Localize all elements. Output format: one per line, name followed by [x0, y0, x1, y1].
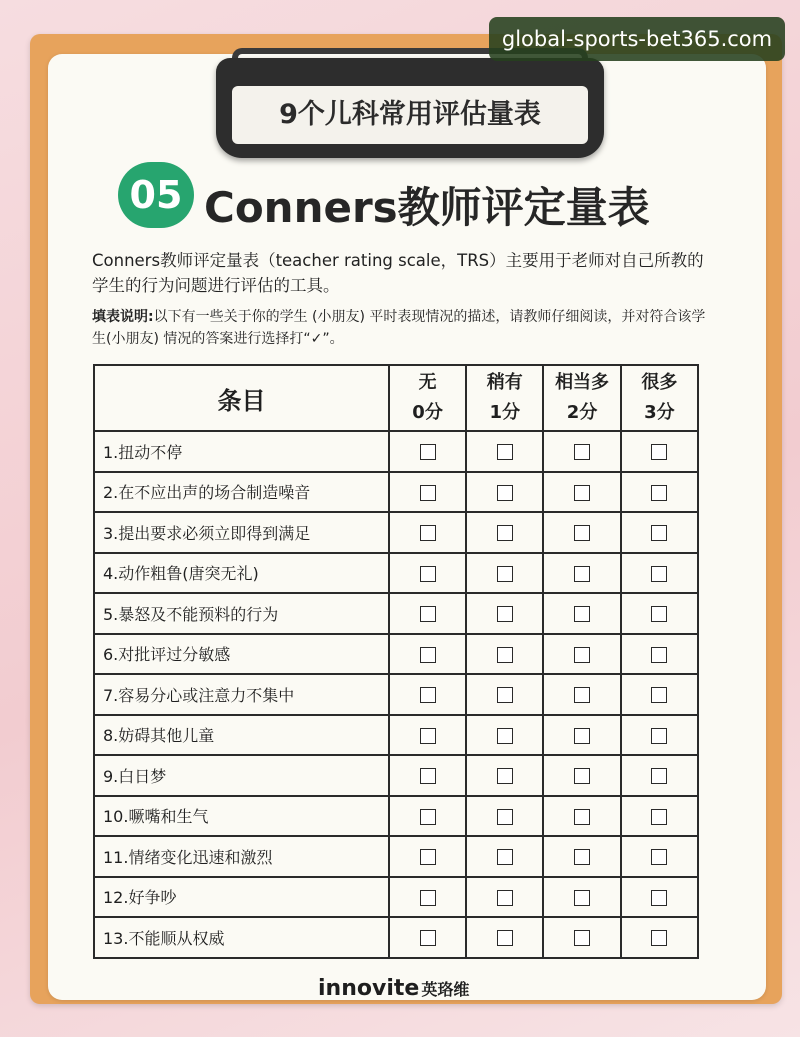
table-row [94, 836, 698, 877]
instructions-paragraph [92, 306, 712, 350]
table-body [94, 431, 698, 958]
table-row [94, 553, 698, 594]
section-number-badge: 05 [118, 162, 194, 228]
option-header-2 [543, 365, 620, 431]
option-label: 相当多 [555, 372, 610, 393]
option-cell [543, 796, 620, 837]
page-title: Conners教师评定量表 [204, 183, 650, 232]
checkbox[interactable] [651, 687, 667, 703]
option-score: 1分 [489, 402, 521, 423]
table-row [94, 917, 698, 958]
checkbox[interactable] [574, 525, 590, 541]
option-header-0 [389, 365, 466, 431]
checkbox[interactable] [574, 485, 590, 501]
option-label: 无 [418, 372, 437, 393]
table-row [94, 512, 698, 553]
checkbox[interactable] [420, 525, 436, 541]
clip-label: 9个儿科常用评估量表 [232, 86, 588, 144]
checkbox[interactable] [651, 768, 667, 784]
item-label: 10.噘嘴和生气 [94, 796, 389, 837]
item-label: 12.好争吵 [94, 877, 389, 918]
watermark-label: global-sports-bet365.com [489, 17, 785, 61]
option-cell [543, 431, 620, 472]
option-cell [621, 512, 698, 553]
option-cell [621, 472, 698, 513]
option-cell [543, 917, 620, 958]
option-label: 稍有 [486, 372, 523, 393]
option-cell [466, 674, 543, 715]
checkbox[interactable] [420, 485, 436, 501]
item-label: 5.暴怒及不能预料的行为 [94, 593, 389, 634]
option-cell [389, 634, 466, 675]
item-label: 4.动作粗鲁(唐突无礼) [94, 553, 389, 594]
table-row [94, 593, 698, 634]
checkbox[interactable] [420, 930, 436, 946]
checkbox[interactable] [574, 687, 590, 703]
option-cell [466, 796, 543, 837]
checkbox[interactable] [651, 890, 667, 906]
option-cell [621, 634, 698, 675]
option-cell [466, 553, 543, 594]
checkbox[interactable] [420, 849, 436, 865]
checkbox[interactable] [497, 809, 513, 825]
checkbox[interactable] [420, 444, 436, 460]
option-score: 2分 [566, 402, 598, 423]
option-cell [389, 431, 466, 472]
option-cell [389, 512, 466, 553]
checkbox[interactable] [420, 890, 436, 906]
table-row [94, 634, 698, 675]
checkbox[interactable] [651, 930, 667, 946]
table-row [94, 755, 698, 796]
checkbox[interactable] [497, 768, 513, 784]
checkbox[interactable] [574, 606, 590, 622]
checkbox[interactable] [651, 849, 667, 865]
checkbox[interactable] [651, 809, 667, 825]
option-cell [543, 593, 620, 634]
checkbox[interactable] [420, 566, 436, 582]
checkbox[interactable] [574, 930, 590, 946]
option-cell [621, 674, 698, 715]
table-row [94, 796, 698, 837]
checkbox[interactable] [651, 485, 667, 501]
table-row [94, 472, 698, 513]
checkbox[interactable] [574, 890, 590, 906]
instructions-text: 以下有一些关于你的学生 (小朋友) 平时表现情况的描述，请教师仔细阅读，并对符合该学生(小朋友) 情况的答案进行选择打“✓”。 [92, 309, 706, 347]
option-cell [466, 836, 543, 877]
checkbox[interactable] [497, 930, 513, 946]
checkbox[interactable] [651, 525, 667, 541]
option-score: 3分 [644, 402, 675, 423]
option-cell [466, 877, 543, 918]
checkbox[interactable] [497, 485, 513, 501]
checkbox[interactable] [497, 606, 513, 622]
option-cell [466, 634, 543, 675]
option-cell [543, 715, 620, 756]
option-cell [389, 472, 466, 513]
item-label: 2.在不应出声的场合制造噪音 [94, 472, 389, 513]
option-cell [543, 877, 620, 918]
option-cell [389, 715, 466, 756]
item-label: 8.妨碍其他儿童 [94, 715, 389, 756]
option-cell [621, 755, 698, 796]
item-label: 13.不能顺从权威 [94, 917, 389, 958]
item-label: 1.扭动不停 [94, 431, 389, 472]
intro-paragraph: Conners教师评定量表（teacher rating scale，TRS）主要用于老师对自己所教的学生的行为问题进行评估的工具。 [92, 251, 704, 295]
option-cell [389, 593, 466, 634]
item-label: 7.容易分心或注意力不集中 [94, 674, 389, 715]
option-cell [466, 917, 543, 958]
checkbox[interactable] [420, 647, 436, 663]
option-cell [389, 755, 466, 796]
table-header-row [94, 365, 698, 431]
checkbox[interactable] [497, 849, 513, 865]
checkbox[interactable] [497, 647, 513, 663]
checkbox[interactable] [574, 849, 590, 865]
checkbox[interactable] [497, 687, 513, 703]
checkbox[interactable] [651, 728, 667, 744]
option-cell [466, 472, 543, 513]
option-cell [466, 715, 543, 756]
checkbox[interactable] [420, 687, 436, 703]
checkbox[interactable] [497, 444, 513, 460]
option-header-3 [621, 365, 698, 431]
option-cell [621, 796, 698, 837]
checkbox[interactable] [574, 647, 590, 663]
item-label: 3.提出要求必须立即得到满足 [94, 512, 389, 553]
option-cell [389, 836, 466, 877]
option-cell [389, 917, 466, 958]
option-cell [543, 472, 620, 513]
checkbox[interactable] [574, 566, 590, 582]
item-label: 9.白日梦 [94, 755, 389, 796]
option-cell [621, 877, 698, 918]
option-cell [543, 512, 620, 553]
option-cell [466, 512, 543, 553]
checkbox[interactable] [497, 525, 513, 541]
brand-logo [318, 974, 498, 1004]
option-cell [621, 593, 698, 634]
option-cell [389, 553, 466, 594]
checkbox[interactable] [574, 444, 590, 460]
option-cell [621, 836, 698, 877]
logo-chinese: 英珞维 [421, 980, 470, 999]
option-cell [543, 755, 620, 796]
checkbox[interactable] [420, 606, 436, 622]
option-cell [466, 593, 543, 634]
table-row [94, 674, 698, 715]
checkbox[interactable] [574, 728, 590, 744]
checkbox[interactable] [497, 566, 513, 582]
option-cell [543, 674, 620, 715]
checkbox[interactable] [651, 606, 667, 622]
option-cell [543, 634, 620, 675]
option-cell [543, 553, 620, 594]
option-cell [466, 755, 543, 796]
rating-table [93, 364, 699, 959]
item-label: 6.对批评过分敏感 [94, 634, 389, 675]
option-cell [389, 796, 466, 837]
option-cell [621, 553, 698, 594]
option-label: 很多 [641, 372, 678, 393]
option-cell [621, 917, 698, 958]
option-header-1 [466, 365, 543, 431]
table-row [94, 431, 698, 472]
checkbox[interactable] [497, 728, 513, 744]
checkbox[interactable] [497, 890, 513, 906]
checkbox[interactable] [651, 444, 667, 460]
option-cell [389, 674, 466, 715]
checkbox[interactable] [651, 647, 667, 663]
option-cell [466, 431, 543, 472]
option-cell [621, 431, 698, 472]
option-score: 0分 [412, 402, 443, 423]
checkbox[interactable] [574, 768, 590, 784]
checkbox[interactable] [420, 768, 436, 784]
logo-english: innovite [318, 976, 420, 1001]
option-cell [621, 715, 698, 756]
option-cell [543, 836, 620, 877]
checkbox[interactable] [651, 566, 667, 582]
item-label: 11.情绪变化迅速和激烈 [94, 836, 389, 877]
table-row [94, 715, 698, 756]
option-cell [389, 877, 466, 918]
table-row [94, 877, 698, 918]
instructions-label: 填表说明: [92, 309, 154, 325]
checkbox[interactable] [420, 728, 436, 744]
checkbox[interactable] [574, 809, 590, 825]
checkbox[interactable] [420, 809, 436, 825]
item-column-header: 条目 [94, 365, 389, 431]
